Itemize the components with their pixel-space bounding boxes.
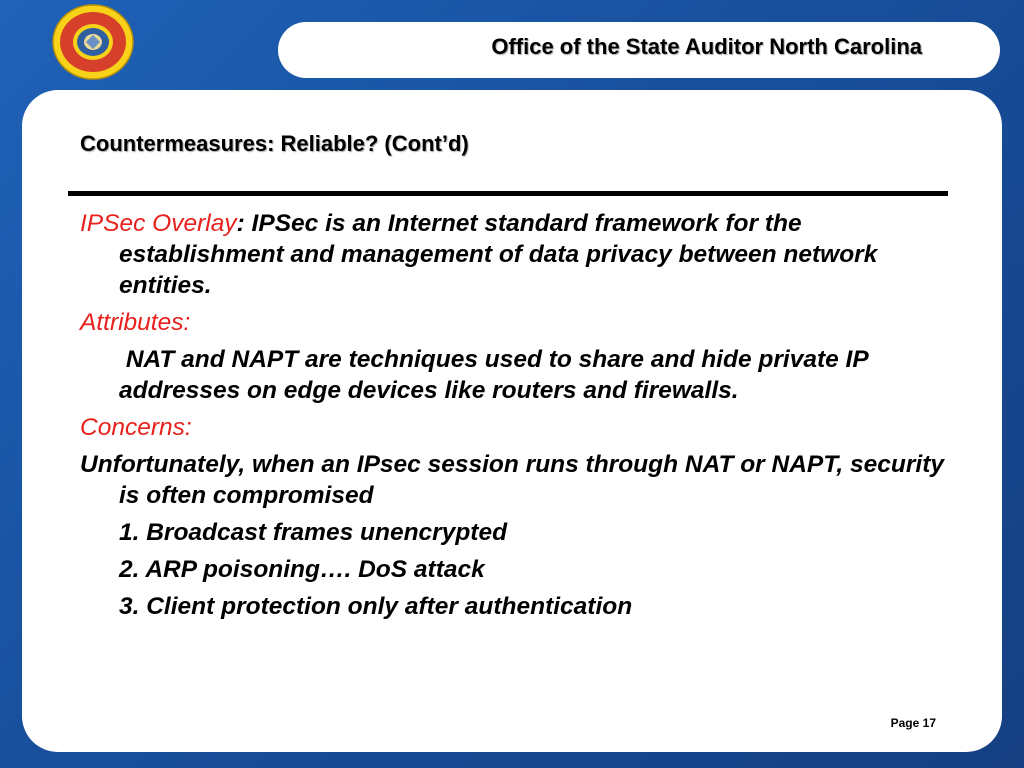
list-item-3-text: 3. Client protection only after authentication: [119, 593, 633, 620]
header-title: Office of the State Auditor North Carolina: [491, 34, 922, 59]
paragraph-concerns-heading: [80, 412, 950, 443]
paragraph-concerns-text: [80, 449, 950, 511]
concerns-label: Concerns:: [80, 414, 192, 441]
paragraph-attributes-heading: [80, 307, 950, 338]
list-item-3: [80, 591, 950, 622]
paragraph-ipsec-overlay: [80, 208, 950, 301]
ipsec-overlay-label: IPSec Overlay: [80, 210, 237, 237]
list-item-2-text: 2. ARP poisoning…. DoS attack: [119, 556, 485, 583]
paragraph-attributes-text: [80, 344, 950, 406]
list-item-2: [80, 554, 950, 585]
list-item-1-text: 1. Broadcast frames unencrypted: [119, 519, 508, 546]
page-number: Page 17: [890, 716, 936, 730]
concerns-text: Unfortunately, when an IPsec session runs through NAT or NAPT, security is often compromised: [80, 451, 944, 509]
north-carolina-auditor-seal-logo: [52, 4, 134, 80]
ipsec-overlay-text: : IPSec is an Internet standard framework for the establishment and management of data privacy between network entities.: [119, 210, 878, 299]
slide-title: Countermeasures: Reliable? (Cont’d): [80, 131, 469, 156]
slide-body: [80, 208, 950, 622]
list-item-1: [80, 517, 950, 548]
attributes-text: NAT and NAPT are techniques used to share and hide private IP addresses on edge devices like routers and firewalls.: [119, 346, 875, 404]
title-divider: [68, 191, 948, 196]
attributes-label: Attributes:: [80, 309, 191, 336]
